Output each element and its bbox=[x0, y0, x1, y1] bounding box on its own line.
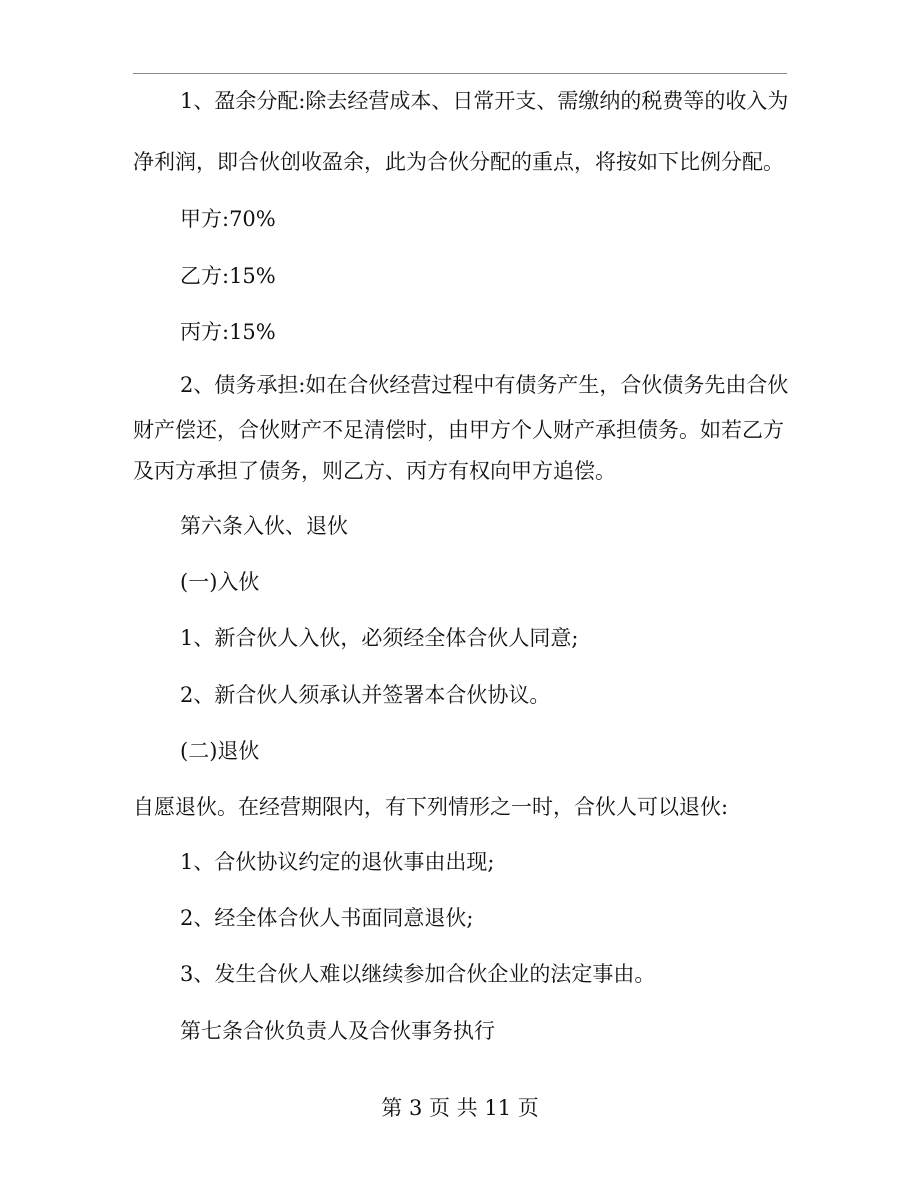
article-six-heading: 第六条入伙、退伙 bbox=[180, 514, 348, 538]
debt-liability-line-2: 财产偿还，合伙财产不足清偿时，由甲方个人财产承担债务。如若乙方 bbox=[133, 418, 784, 442]
debt-liability-line-1: 2、债务承担:如在合伙经营过程中有债务产生，合伙债务先由合伙 bbox=[180, 373, 789, 397]
withdrawal-item-1: 1、合伙协议约定的退伙事由出现; bbox=[180, 850, 495, 874]
debt-liability-line-3: 及丙方承担了债务，则乙方、丙方有权向甲方追偿。 bbox=[133, 459, 616, 483]
voluntary-withdrawal: 自愿退伙。在经营期限内，有下列情形之一时，合伙人可以退伙: bbox=[133, 795, 729, 819]
page-number-footer: 第 3 页 共 11 页 bbox=[381, 1096, 539, 1120]
withdrawal-heading: (二)退伙 bbox=[180, 739, 260, 763]
profit-distribution-line-1: 1、盈余分配:除去经营成本、日常开支、需缴纳的税费等的收入为 bbox=[180, 89, 789, 113]
withdrawal-item-2: 2、经全体合伙人书面同意退伙; bbox=[180, 906, 474, 930]
party-b-share: 乙方:15% bbox=[180, 264, 276, 288]
header-rule bbox=[133, 73, 787, 74]
joining-item-2: 2、新合伙人须承认并签署本合伙协议。 bbox=[180, 683, 551, 707]
profit-distribution-line-2: 净利润，即合伙创收盈余，此为合伙分配的重点，将按如下比例分配。 bbox=[133, 150, 784, 174]
joining-heading: (一)入伙 bbox=[180, 570, 260, 594]
joining-item-1: 1、新合伙人入伙，必须经全体合伙人同意; bbox=[180, 626, 579, 650]
article-seven-heading: 第七条合伙负责人及合伙事务执行 bbox=[180, 1019, 495, 1043]
withdrawal-item-3: 3、发生合伙人难以继续参加合伙企业的法定事由。 bbox=[180, 962, 656, 986]
party-a-share: 甲方:70% bbox=[180, 207, 276, 231]
party-c-share: 丙方:15% bbox=[180, 320, 276, 344]
